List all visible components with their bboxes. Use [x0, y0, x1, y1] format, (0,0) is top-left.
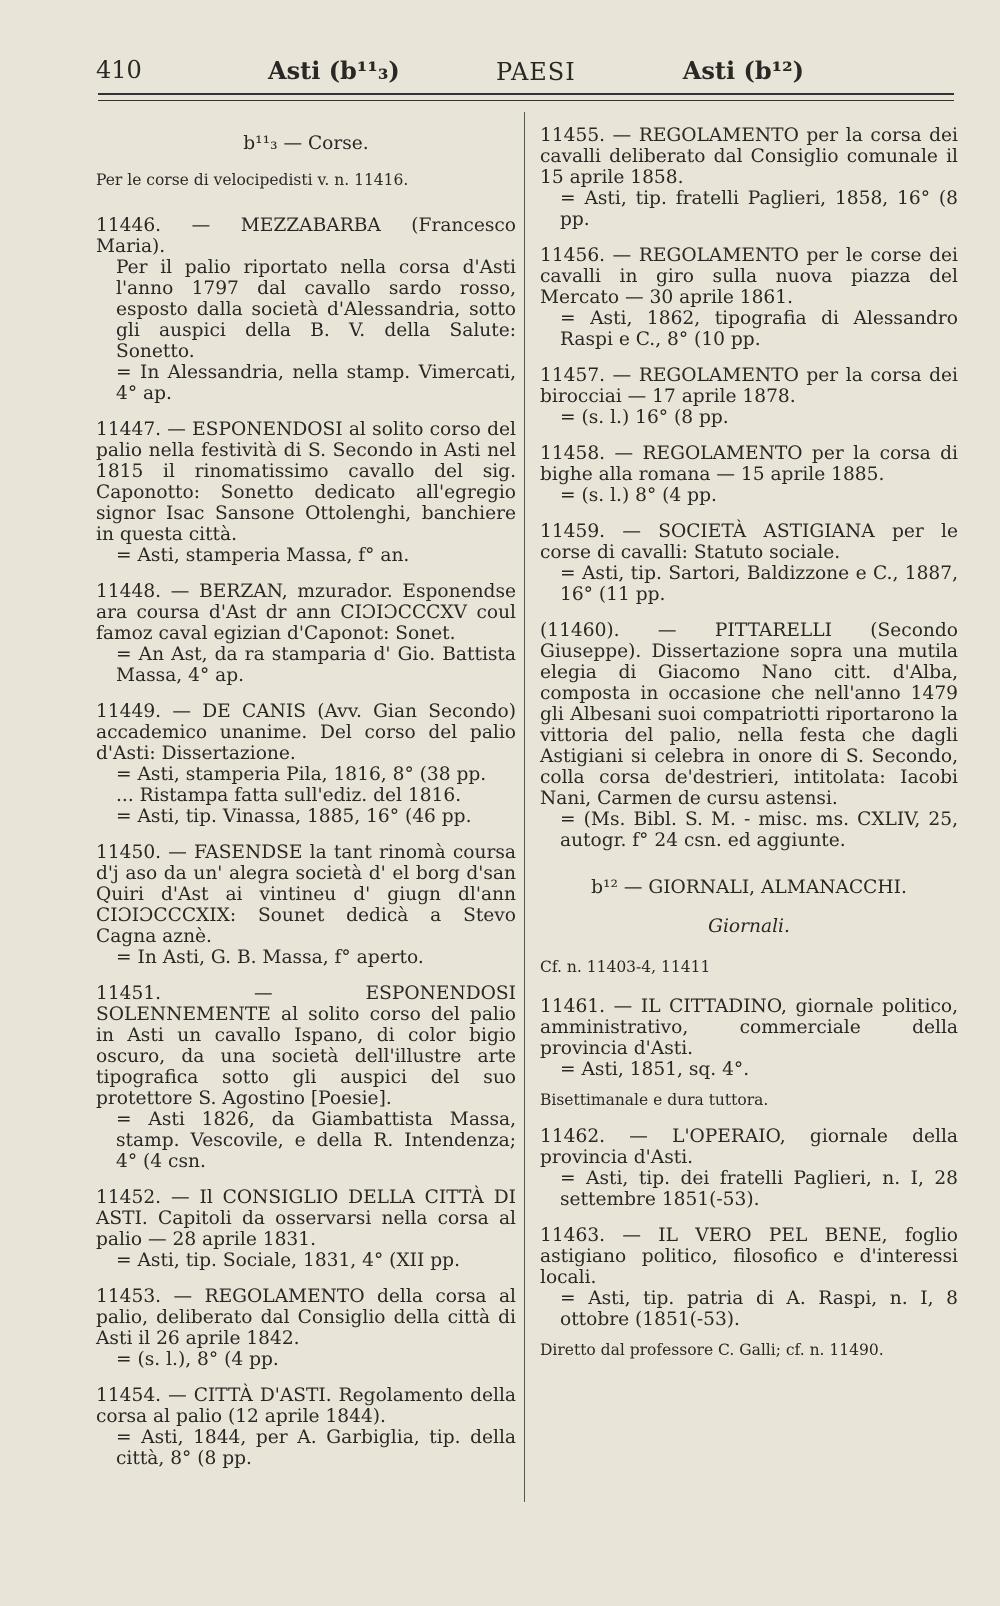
entry-number: 11462. —	[540, 1126, 648, 1147]
page-header	[96, 52, 954, 92]
catalog-entry	[96, 1385, 516, 1469]
catalog-entry	[540, 521, 958, 605]
left-running-title: Asti (b¹¹₃)	[268, 56, 400, 85]
entry-first-line	[96, 701, 516, 764]
entry-imprint: = Asti, stamperia Massa, f° an.	[116, 545, 410, 566]
catalog-entry	[96, 215, 516, 404]
entry-imprint: Per il palio riportato nella corsa d'Asti l'anno 1797 dal cavallo sardo rosso, esposto dalla società d'Alessandria, sotto gli auspici della B. V. della Salute: Sonetto.	[116, 257, 516, 362]
catalog-entry	[540, 996, 958, 1111]
entry-imprint: = An Ast, da ra stamparia d' Gio. Battista Massa, 4° ap.	[116, 644, 516, 686]
entry-first-line	[540, 125, 958, 188]
entry-first-line	[96, 215, 516, 257]
entry-first-line	[540, 1225, 958, 1288]
entry-number: 11451. —	[96, 983, 273, 1004]
entry-text: ESPONENDOSI al solito corso del palio nella festività di S. Secondo in Asti nel 1815 il rinomatissimo cavallo del sig. Caponotto: Sonetto dedicato all'egregio signor Isac Sansone Ottolenghi, banchiere in questa città.	[96, 419, 516, 545]
entry-imprint: = Asti, stamperia Pila, 1816, 8° (38 pp.	[116, 764, 487, 785]
entry-number: (11460). —	[540, 620, 677, 641]
left-column	[96, 125, 516, 1484]
right-entries-bottom	[540, 996, 958, 1361]
entry-number: 11452. —	[96, 1187, 190, 1208]
catalog-entry	[540, 620, 958, 851]
entry-imprint: = (Ms. Bibl. S. M. - misc. ms. CXLIV, 25, autogr. f° 24 csn. ed aggiunte.	[560, 809, 958, 851]
entry-number: 11454. —	[96, 1385, 187, 1406]
entry-text: IL CITTADINO, giornale politico, amministrativo, commerciale della provincia d'Asti.	[540, 996, 958, 1059]
entry-text: REGOLAMENTO per la corsa dei birocciai — 17 aprile 1878.	[540, 365, 958, 407]
catalog-entry	[540, 1225, 958, 1361]
entry-imprint: = Asti, tip. Sociale, 1831, 4° (XII pp.	[116, 1250, 460, 1271]
column-divider	[524, 112, 525, 1502]
entry-number: 11446. —	[96, 215, 211, 236]
page-number: 410	[96, 56, 142, 84]
entry-number: 11458. —	[540, 443, 634, 464]
center-running-title: PAESI	[496, 58, 576, 86]
entry-first-line	[540, 443, 958, 485]
entry-number: 11450. —	[96, 842, 187, 863]
catalog-entry	[96, 842, 516, 968]
entry-text: SOCIETÀ ASTIGIANA per le corse di cavalli: Statuto sociale.	[540, 521, 958, 563]
crossref-note: Cf. n. 11403-4, 11411	[540, 958, 711, 976]
entry-text: IL VERO PEL BENE, foglio astigiano politico, filosofico e d'interessi locali.	[540, 1225, 958, 1288]
catalog-entry	[540, 125, 958, 230]
subsection-title: Giornali.	[708, 916, 790, 937]
entry-first-line	[96, 842, 516, 947]
catalog-entry	[96, 701, 516, 827]
entry-imprint: = In Alessandria, nella stamp. Vimercati, 4° ap.	[116, 362, 516, 404]
entry-first-line	[540, 245, 958, 308]
entry-number: 11448. —	[96, 581, 190, 602]
entry-number: 11449. —	[96, 701, 191, 722]
entry-first-line	[96, 1286, 516, 1349]
catalog-entry	[540, 245, 958, 350]
entry-first-line	[96, 983, 516, 1109]
entry-number: 11461. —	[540, 996, 633, 1017]
entry-imprint: = Asti, 1862, tipografia di Alessandro Raspi e C., 8° (10 pp.	[560, 308, 958, 350]
entry-first-line	[540, 1126, 958, 1168]
entry-text: MEZZABARBA (Francesco Maria).	[96, 215, 516, 257]
entry-imprint: = Asti, tip. dei fratelli Paglieri, n. I, 28 settembre 1851(-53).	[560, 1168, 958, 1210]
catalog-entry	[96, 1187, 516, 1271]
entry-imprint: ... Ristampa fatta sull'ediz. del 1816.	[116, 785, 462, 806]
entry-text: L'OPERAIO, giornale della provincia d'Asti.	[540, 1126, 958, 1168]
entry-first-line	[540, 365, 958, 407]
entry-text: Il CONSIGLIO DELLA CITTÀ DI ASTI. Capitoli da osservarsi nella corsa al palio — 28 aprile 1831.	[96, 1187, 516, 1250]
entry-imprint: = Asti 1826, da Giambattista Massa, stamp. Vescovile, e della R. Intendenza; 4° (4 csn.	[116, 1109, 516, 1172]
entry-text: REGOLAMENTO per la corsa di bighe alla romana — 15 aprile 1885.	[540, 443, 958, 485]
section-title-corse: b¹¹₃ — Corse.	[243, 133, 369, 154]
entry-number: 11447. —	[96, 419, 186, 440]
entry-imprint: = (s. l.) 8° (4 pp.	[560, 485, 717, 506]
left-entries	[96, 215, 516, 1469]
entry-text: DE CANIS (Avv. Gian Secondo) accademico unanime. Del corso del palio d'Asti: Dissertazione.	[96, 701, 516, 764]
catalog-entry	[540, 1126, 958, 1210]
entry-first-line	[540, 620, 958, 809]
entry-first-line	[96, 1385, 516, 1427]
entry-first-line	[96, 581, 516, 644]
header-rule-thick	[98, 93, 954, 95]
catalog-entry	[96, 419, 516, 566]
entry-imprint: = Asti, tip. fratelli Paglieri, 1858, 16° (8 pp.	[560, 188, 958, 230]
entry-number: 11459. —	[540, 521, 641, 542]
catalog-entry	[540, 365, 958, 428]
entry-number: 11453. —	[96, 1286, 193, 1307]
entry-imprint: = (s. l.) 16° (8 pp.	[560, 407, 729, 428]
entry-imprint: = In Asti, G. B. Massa, f° aperto.	[116, 947, 424, 968]
entry-text: REGOLAMENTO della corsa al palio, deliberato dal Consiglio della città di Asti il 26 aprile 1842.	[96, 1286, 516, 1349]
entry-text: CITTÀ D'ASTI. Regolamento della corsa al palio (12 aprile 1844).	[96, 1385, 516, 1427]
entry-imprint: = Asti, tip. Vinassa, 1885, 16° (46 pp.	[116, 806, 472, 827]
entry-text: FASENDSE la tant rinomà coursa d'j aso da un' alegra società d' el borg d'san Quiri d'Ast ai vintineu d' giugn dl'ann CIƆIƆCCCXIX: Sounet dedicà a Stevo Cagna aznè.	[96, 842, 516, 947]
entry-imprint: = Asti, tip. patria di A. Raspi, n. I, 8 ottobre (1851(-53).	[560, 1288, 958, 1330]
entry-text: REGOLAMENTO per la corsa dei cavalli deliberato dal Consiglio comunale il 15 aprile 1858.	[540, 125, 958, 188]
entry-number: 11457. —	[540, 365, 632, 386]
entry-imprint: = (s. l.), 8° (4 pp.	[116, 1349, 279, 1370]
catalog-entry	[96, 983, 516, 1172]
entry-number: 11463. —	[540, 1225, 641, 1246]
entry-text: BERZAN, mzurador. Esponendse ara coursa d'Ast dr ann CIƆIƆCCCXV coul famoz caval egizian d'Caponot: Sonet.	[96, 581, 516, 644]
right-running-title: Asti (b¹²)	[682, 56, 804, 85]
entry-number: 11456. —	[540, 245, 632, 266]
entry-first-line	[96, 1187, 516, 1250]
section-title-giornali: b¹² — GIORNALI, ALMANACCHI.	[591, 877, 907, 898]
entry-first-line	[96, 419, 516, 545]
entry-number: 11455. —	[540, 125, 632, 146]
right-column	[540, 125, 958, 1376]
entry-text: ESPONENDOSI SOLENNEMENTE al solito corso del palio in Asti un cavallo Ispano, di color bigio oscuro, da una società dell'illustre arte tipografica sotto gli auspici del suo protettore S. Agostino [Poesie].	[96, 983, 516, 1109]
header-rule-thin	[98, 100, 954, 101]
catalog-entry	[96, 581, 516, 686]
entry-note: Bisettimanale e dura tuttora.	[540, 1091, 769, 1109]
catalog-entry	[96, 1286, 516, 1370]
entry-first-line	[540, 996, 958, 1059]
entry-imprint: = Asti, 1851, sq. 4°.	[560, 1059, 750, 1080]
right-entries-top	[540, 125, 958, 851]
section-note: Per le corse di velocipedisti v. n. 11416.	[96, 171, 409, 189]
catalog-entry	[540, 443, 958, 506]
entry-note: Diretto dal professore C. Galli; cf. n. 11490.	[540, 1341, 884, 1359]
entry-imprint: = Asti, 1844, per A. Garbiglia, tip. della città, 8° (8 pp.	[116, 1427, 516, 1469]
entry-imprint: = Asti, tip. Sartori, Baldizzone e C., 1887, 16° (11 pp.	[560, 563, 958, 605]
entry-text: PITTARELLI (Secondo Giuseppe). Dissertazione sopra una mutila elegia di Giacomo Nano citt. d'Alba, composta in occasione che nell'anno 1479 gli Albesani suoi compatriotti riportarono la vittoria del palio, nella festa che dagli Astigiani si celebra in onore di S. Secondo, colla corsa de'destrieri, intitolata: Iacobi Nani, Carmen de cursu astensi.	[540, 620, 958, 809]
entry-first-line	[540, 521, 958, 563]
entry-text: REGOLAMENTO per le corse dei cavalli in giro sulla nuova piazza del Mercato — 30 aprile 1861.	[540, 245, 958, 308]
